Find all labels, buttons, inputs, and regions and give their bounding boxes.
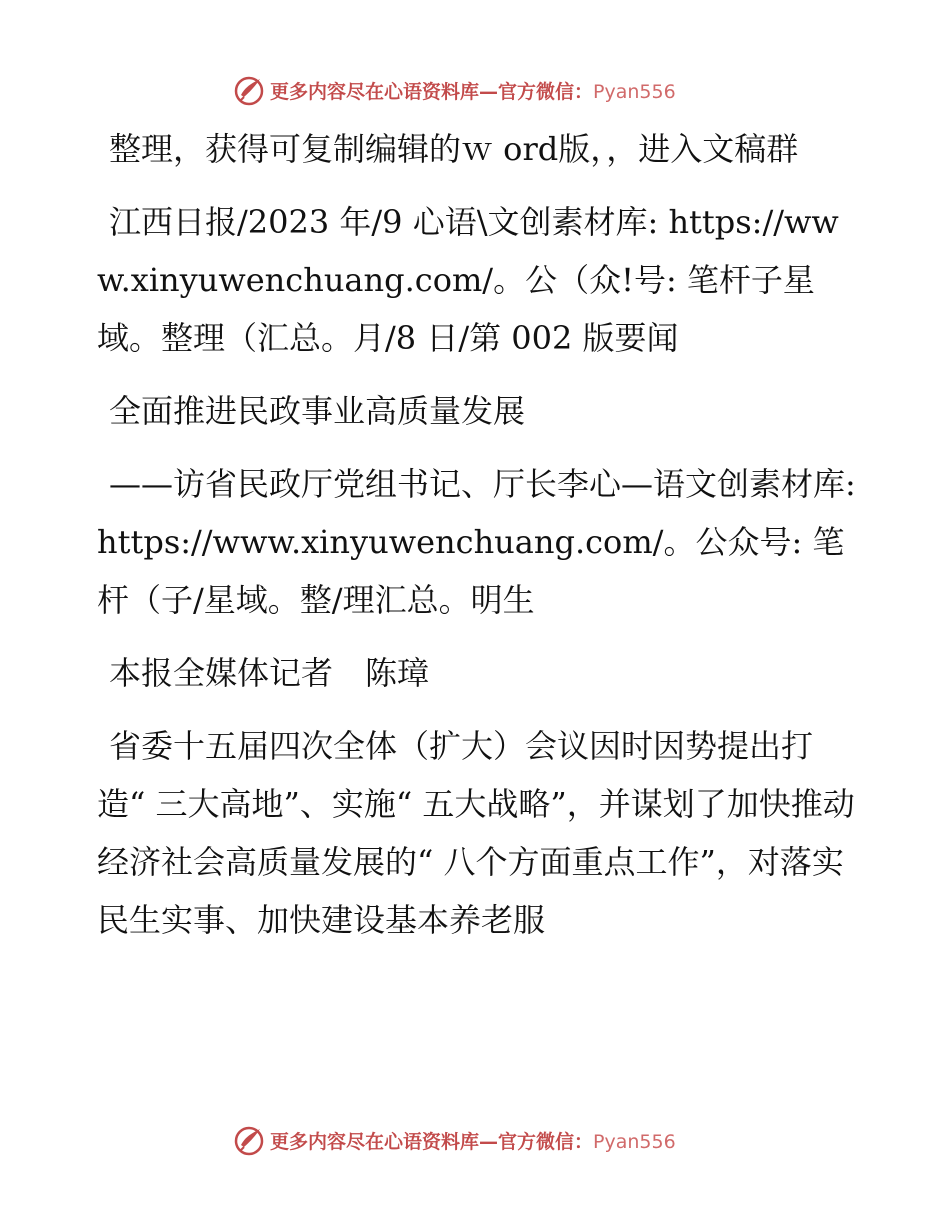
footer-banner-handle: Pyan556 [593, 1130, 676, 1153]
footer-banner-label: 更多内容尽在心语资料库—官方微信： [270, 1130, 594, 1153]
article-title: 全面推进民政事业高质量发展 [109, 392, 526, 430]
pen-logo-icon [232, 73, 266, 107]
header-banner-label: 更多内容尽在心语资料库—官方微信： [270, 80, 594, 103]
footer-banner [232, 1120, 752, 1160]
footer-banner-text [270, 1127, 676, 1154]
article-body [97, 120, 857, 964]
paragraph-intro: 整理，获得可复制编辑的ｗ ord版，，进入文稿群 [109, 130, 799, 168]
header-banner-text [270, 77, 676, 104]
paragraph-source: 江西日报/2023 年/9 心语\文创素材库: https://www.xinyuwenchuang.com/。公（众!号: 笔杆子星域。整理（汇总。月/8 日/第 002 版要闻 [97, 203, 839, 357]
article-subtitle: ——访省民政厅党组书记、厅长李心—语文创素材库: https://www.xinyuwenchuang.com/。公众号: 笔杆（子/星域。整/理汇总。明生 [97, 465, 856, 619]
paragraph-body: 省委十五届四次全体（扩大）会议因时因势提出打造“ 三大高地”、实施“ 五大战略”，并谋划了加快推动经济社会高质量发展的“ 八个方面重点工作”，对落实民生实事、加快建设基本养老服 [97, 727, 855, 939]
header-banner [232, 70, 752, 110]
pen-logo-icon [232, 1123, 266, 1157]
article-byline: 本报全媒体记者 陈璋 [109, 654, 430, 692]
header-banner-handle: Pyan556 [593, 80, 676, 103]
